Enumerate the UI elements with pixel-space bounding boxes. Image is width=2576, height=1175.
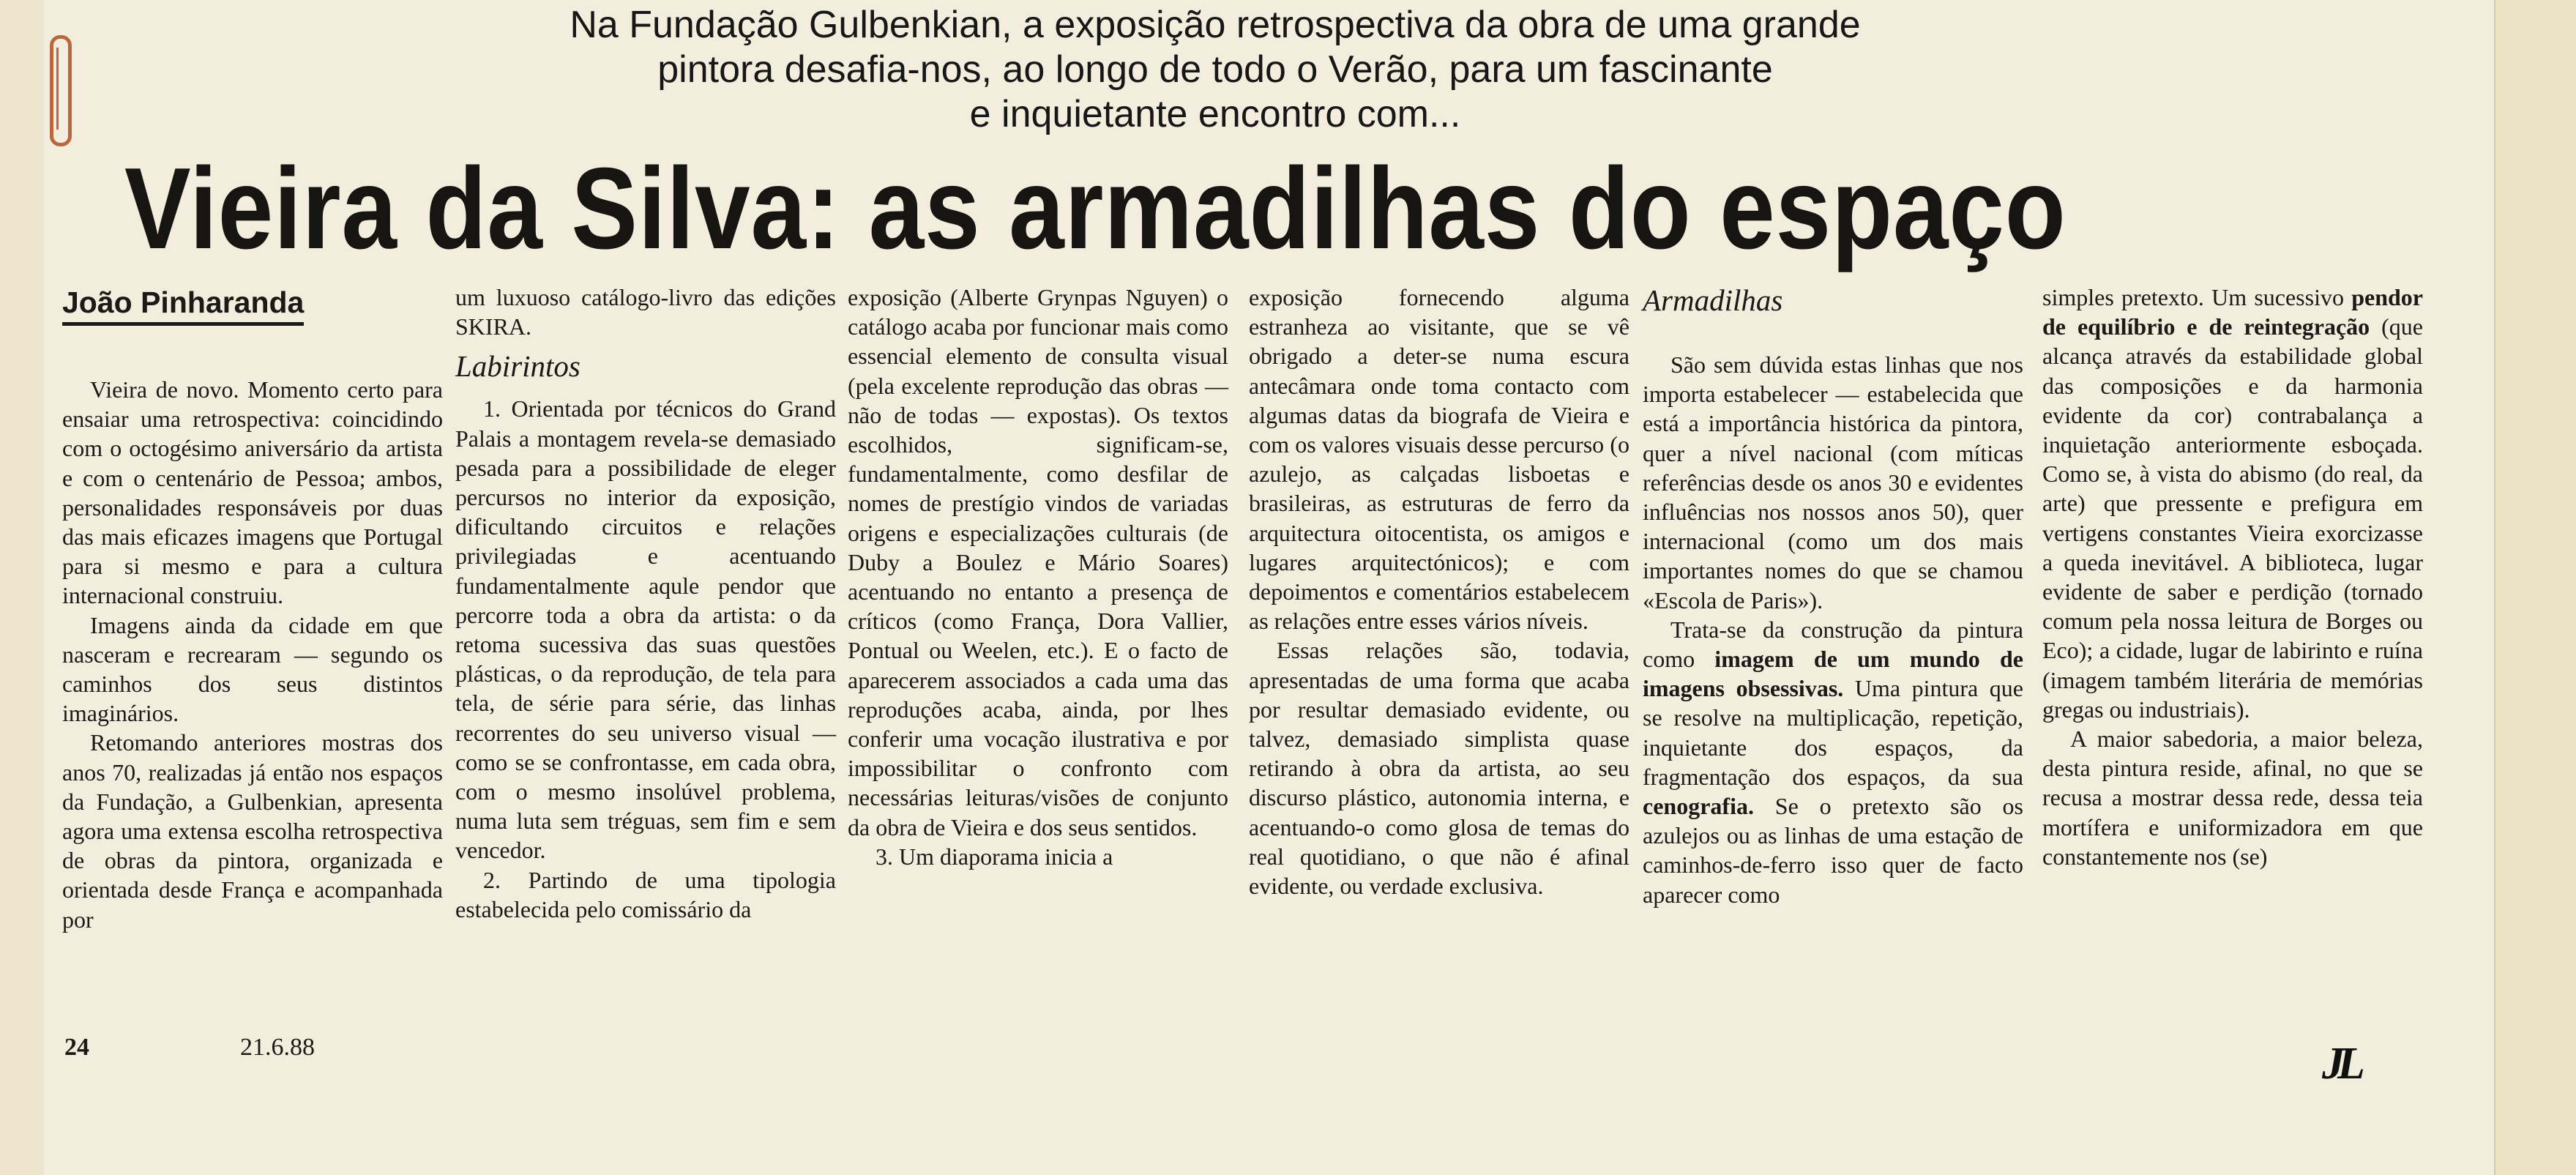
deck-subheadline — [410, 3, 2020, 137]
headline: Vieira da Silva: as armadilhas do espaço — [124, 144, 2067, 273]
paragraph: Retomando anteriores mostras dos anos 70, realizadas já então nos espaços da Fundação, a Gulbenkian, apresenta agora uma extensa escolha retrospectiva de obras da pintora, organizada e orientada desde França e acompanhada por — [62, 729, 443, 933]
paragraph — [1643, 615, 2023, 909]
paragraph: Vieira de novo. Momento certo para ensaiar uma retrospectiva: coincidindo com o octogésimo aniversário da artista e com o centenário de Pessoa; ambos, personalidades responsáveis por duas das mais eficazes imagens que Portugal para si mesmo e para a cultura internacional construiu. — [62, 376, 443, 609]
paragraph: um luxuoso catálogo-livro das edições SKIRA. — [455, 284, 836, 340]
article-column-2 — [455, 283, 836, 924]
paper-clip-icon — [50, 35, 72, 146]
text-run: simples pretexto. Um sucessivo — [2042, 284, 2352, 310]
issue-date: 21.6.88 — [240, 1034, 315, 1061]
paragraph: Essas relações são, todavia, apresentadas de uma forma que acaba por resultar demasiado evidente, ou talvez, demasiado simplista quase retirando à obra da artista, ao seu discurso plástico, autonomia interna, e acentuando-o como glosa de temas do real quotidiano, o que não é afinal evidente, ou verdade exclusiva. — [1249, 637, 1629, 900]
paragraph: 3. Um diaporama inicia a — [876, 843, 1113, 870]
bold-text: pendor de equilíbrio e de reintegração — [2042, 284, 2423, 340]
jl-logo: JL — [2322, 1039, 2358, 1089]
section-heading: Armadilhas — [1643, 283, 1783, 317]
paragraph: São sem dúvida estas linhas que nos importa estabelecer — estabelecida que está a importância histórica da pintora, quer a nível nacional (com míticas referências desde os anos 30 e evidentes influências nos nossos anos 50), quer internacional (como um dos mais importantes nomes do que se chamou «Escola de Paris»). — [1643, 351, 2023, 613]
paragraph: A maior sabedoria, a maior beleza, desta pintura reside, afinal, no que se recusa a mostrar dessa rede, dessa teia mortífera e uniformizadora em que constantemente nos (se) — [2042, 725, 2423, 870]
bold-text: imagem de um mundo de imagens obsessivas. — [1643, 646, 2024, 702]
article-column-3 — [848, 283, 1228, 871]
section-heading: Labirintos — [455, 349, 580, 384]
article-column-1 — [62, 375, 443, 934]
deck-line: e inquietante encontro com... — [969, 93, 1461, 135]
page-number: 24 — [64, 1034, 89, 1061]
paragraph: exposição (Alberte Grynpas Nguyen) o catálogo acaba por funcionar mais como essencial elemento de consulta visual (pela excelente reprodução das obras — não de todas — expostas). Os textos escolhidos, significam-se, fundamentalmente, como desfilar de nomes de prestígio vindos de variadas origens e especializações culturais (de Duby a Boulez e Mário Soares) acentuando no entanto a presença de críticos (como França, Dora Vallier, Pontual ou Weelen, etc.). E o facto de aparecerem associados a cada uma das reproduções acaba, ainda, por lhes conferir uma vocação ilustrativa e por impossibilitar o confronto com necessárias leituras/visões de conjunto da obra de Vieira e dos seus sentidos. — [848, 284, 1228, 840]
text-run: Uma pintura que se resolve na multiplicação, repetição, inquietante dos espaços, da fragmentação dos espaços, da sua — [1643, 675, 2023, 790]
byline: João Pinharanda — [62, 284, 304, 326]
bold-text: cenografia. — [1643, 793, 1754, 820]
paragraph — [2042, 283, 2423, 724]
article-column-4 — [1249, 283, 1629, 900]
text-run: Trata-se da construção da pintura como — [1643, 616, 2023, 673]
text-run: Se o pretexto são os azulejos ou as linhas de uma estação de caminhos-de-ferro isso quer de facto aparecer como — [1643, 793, 2023, 908]
article-column-5 — [1643, 283, 2023, 909]
left-margin — [0, 0, 44, 1175]
paragraph: 1. Orientada por técnicos do Grand Palais a montagem revela-se demasiado pesada para a possibilidade de eleger percursos no interior da exposição, dificultando circuitos e relações privilegiadas e acentuando fundamentalmente aqule pendor que percorre toda a obra da artista: o da retoma sucessiva das suas questões plásticas, o da reprodução, de tela para tela, de série para série, das linhas recorrentes do seu universo visual — como se se confrontasse, em cada obra, com o mesmo insolúvel problema, numa luta sem tréguas, sem fim e sem vencedor. — [455, 395, 836, 864]
right-margin — [2494, 0, 2576, 1175]
deck-line: Na Fundação Gulbenkian, a exposição retrospectiva da obra de uma grande — [570, 4, 1861, 46]
paragraph: exposição fornecendo alguma estranheza ao visitante, que se vê obrigado a deter-se numa escura antecâmara onde toma contacto com algumas datas da biografa de Vieira e com os valores visuais desse percurso (o azulejo, as calçadas lisboetas e brasileiras, as estruturas de ferro da arquitectura oitocentista, os amigos e lugares arquitectónicos); e com depoimentos e comentários estabelecem as relações entre esses vários níveis. — [1249, 284, 1629, 635]
deck-line: pintora desafia-nos, ao longo de todo o Verão, para um fascinante — [657, 48, 1773, 91]
paragraph: Imagens ainda da cidade em que nasceram e recrearam — segundo os caminhos dos seus distintos imaginários. — [62, 611, 443, 727]
text-run: (que alcança através da estabilidade global das composições e da harmonia evidente da cor) contrabalança a inquietação anteriormente esboçada. Como se, à vista do abismo (do real, da arte) que pressente e prefigura em vertigens constantes Vieira exorcizasse a queda inevitável. A biblioteca, lugar evidente de saber e perdição (tornado comum pela nossa leitura de Borges ou Eco); a cidade, lugar de labirinto e ruína (imagem também literária de memórias gregas ou industriais). — [2042, 313, 2424, 723]
paragraph: 2. Partindo de uma tipologia estabelecida pelo comissário da — [455, 866, 836, 922]
article-column-6 — [2042, 283, 2423, 871]
